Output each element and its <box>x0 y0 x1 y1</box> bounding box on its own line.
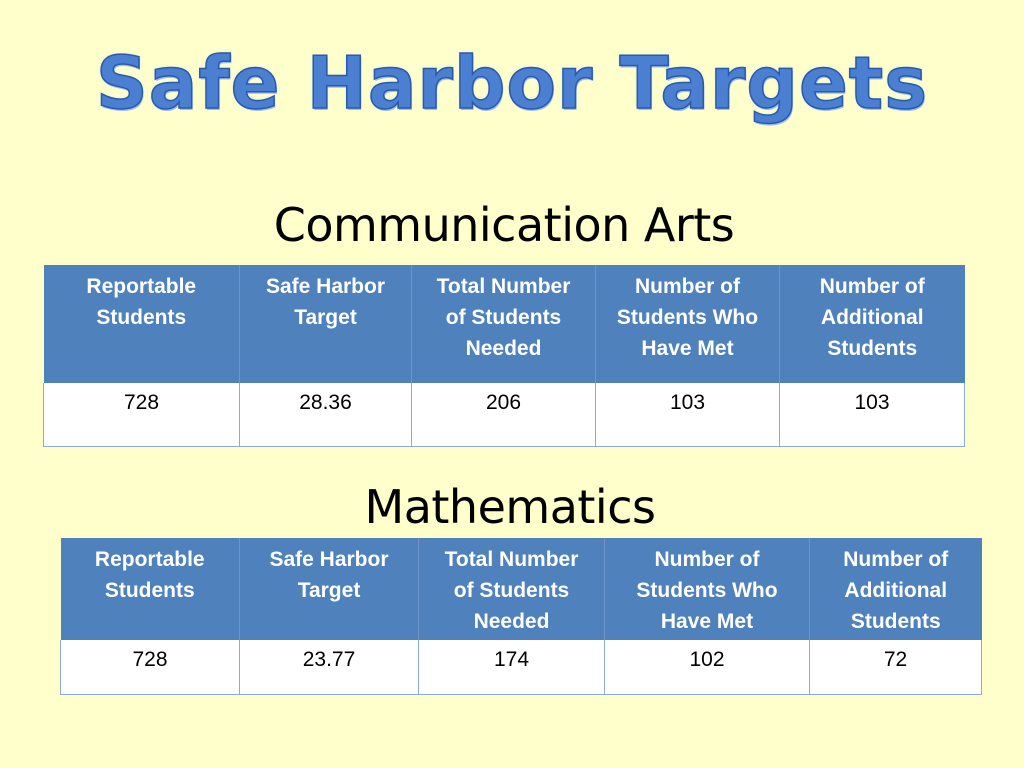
header-additional-students: Number of Additional Students <box>780 265 965 383</box>
communication-arts-title: Communication Arts <box>273 198 735 252</box>
cell-total-students-needed: 174 <box>419 640 605 695</box>
header-reportable-students: Reportable Students <box>61 538 240 640</box>
cell-additional-students: 103 <box>780 383 965 447</box>
cell-safe-harbor-target: 28.36 <box>240 383 412 447</box>
table-header-row <box>44 265 965 383</box>
cell-students-who-have-met: 102 <box>605 640 810 695</box>
cell-additional-students: 72 <box>810 640 982 695</box>
communication-arts-table <box>43 265 965 447</box>
cell-students-who-have-met: 103 <box>596 383 780 447</box>
mathematics-table <box>60 538 982 695</box>
header-total-students-needed: Total Number of Students Needed <box>412 265 596 383</box>
header-additional-students: Number of Additional Students <box>810 538 982 640</box>
mathematics-title: Mathematics <box>364 480 656 534</box>
cell-reportable-students: 728 <box>61 640 240 695</box>
header-safe-harbor-target: Safe Harbor Target <box>240 265 412 383</box>
cell-reportable-students: 728 <box>44 383 240 447</box>
page-title: Safe Harbor Targets <box>95 41 929 125</box>
header-reportable-students: Reportable Students <box>44 265 240 383</box>
header-students-who-have-met: Number of Students Who Have Met <box>596 265 780 383</box>
header-total-students-needed: Total Number of Students Needed <box>419 538 605 640</box>
table-row <box>61 640 982 695</box>
cell-safe-harbor-target: 23.77 <box>240 640 419 695</box>
table-header-row <box>61 538 982 640</box>
header-safe-harbor-target: Safe Harbor Target <box>240 538 419 640</box>
table-row <box>44 383 965 447</box>
cell-total-students-needed: 206 <box>412 383 596 447</box>
header-students-who-have-met: Number of Students Who Have Met <box>605 538 810 640</box>
